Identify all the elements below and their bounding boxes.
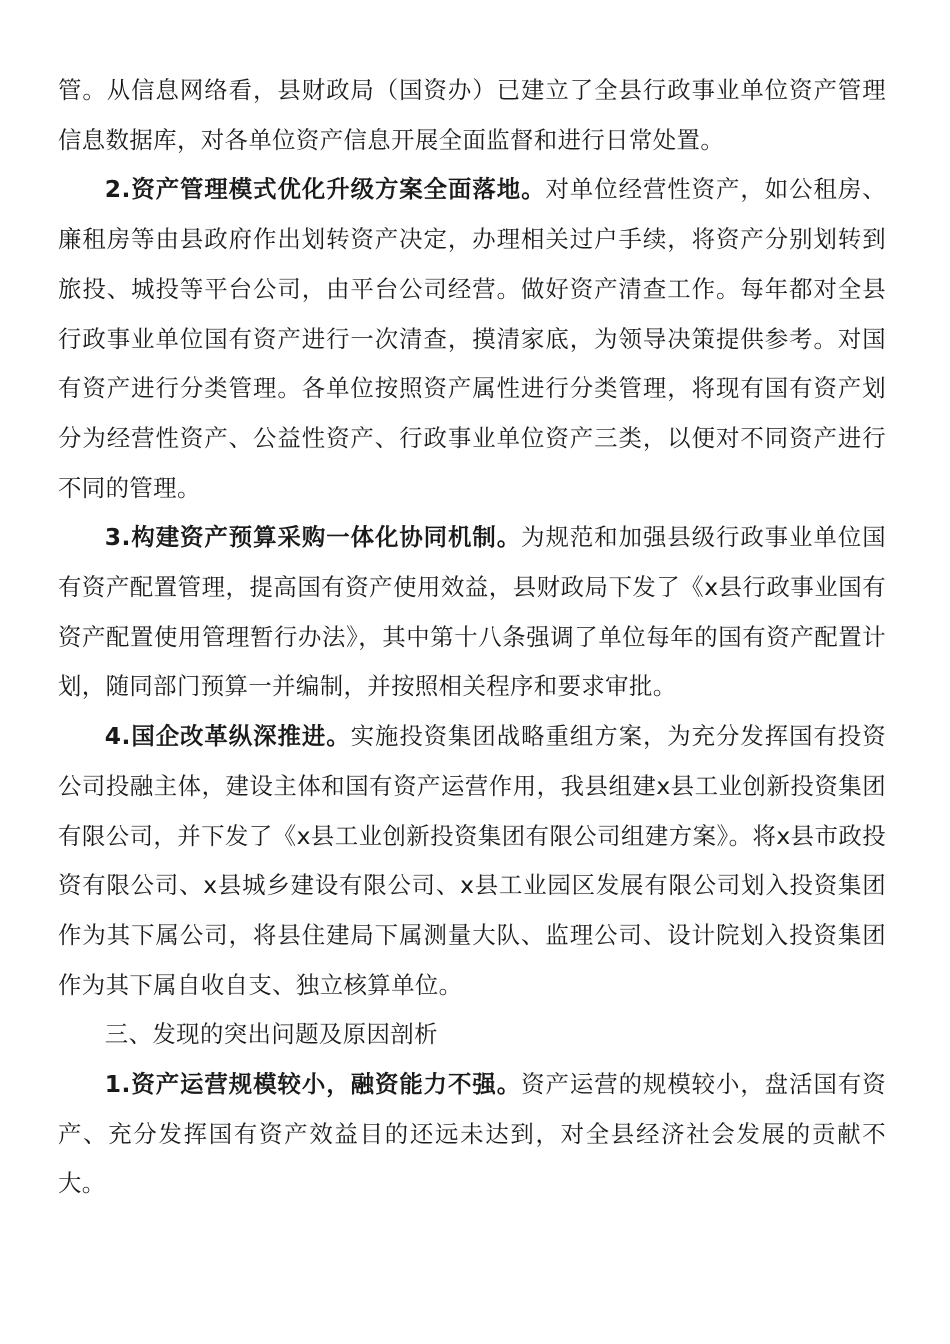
- paragraph-text: 实施投资集团战略重组方案，为充分发挥国有投资公司投融主体，建设主体和国有资产运营作用，我县组建x县工业创新投资集团有限公司，并下发了《x县工业创新投资集团有限公司组建方案》。将x县市政投资有限公司、x县城乡建设有限公司、x县工业园区发展有限公司划入投资集团作为其下属公司，将县住建局下属测量大队、监理公司、设计院划入投资集团作为其下属自收自支、独立核算单位。: [58, 722, 886, 999]
- paragraph-lead: 3.构建资产预算采购一体化协同机制。: [104, 523, 522, 552]
- paragraph-text: 管。从信息网络看，县财政局（国资办）已建立了全县行政事业单位资产管理信息数据库，对各单位资产信息开展全面监督和进行日常处置。: [58, 76, 886, 154]
- section-heading: [58, 1010, 886, 1060]
- paragraph-text: 为规范和加强县级行政事业单位国有资产配置管理，提高国有资产使用效益，县财政局下发了《x县行政事业国有资产配置使用管理暂行办法》，其中第十八条强调了单位每年的国有资产配置计划，随同部门预算一并编制，并按照相关程序和要求审批。: [58, 523, 887, 701]
- paragraph-lead: 2.资产管理模式优化升级方案全面落地。: [104, 175, 546, 204]
- section-heading-text: 三、发现的突出问题及原因剖析: [104, 1020, 438, 1049]
- paragraph-lead: 4.国企改革纵深推进。: [104, 722, 351, 751]
- paragraph-operation-scale: [58, 1060, 886, 1209]
- paragraph-soe-reform: [58, 712, 886, 1010]
- document-page: [58, 66, 886, 1209]
- paragraph-budget-procurement: [58, 513, 886, 712]
- paragraph-asset-management-upgrade: [58, 165, 886, 513]
- paragraph-continuation: [58, 66, 886, 165]
- paragraph-text: 资产运营的规模较小，盘活国有资产、充分发挥国有资产效益目的还远未达到，对全县经济社会发展的贡献不大。: [58, 1070, 887, 1198]
- paragraph-text: 对单位经营性资产，如公租房、廉租房等由县政府作出划转资产决定，办理相关过户手续，将资产分别划转到旅投、城投等平台公司，由平台公司经营。做好资产清查工作。每年都对全县行政事业单位国有资产进行一次清查，摸清家底，为领导决策提供参考。对国有资产进行分类管理。各单位按照资产属性进行分类管理，将现有国有资产划分为经营性资产、公益性资产、行政事业单位资产三类，以便对不同资产进行不同的管理。: [58, 175, 886, 502]
- paragraph-lead: 1.资产运营规模较小，融资能力不强。: [104, 1070, 522, 1099]
